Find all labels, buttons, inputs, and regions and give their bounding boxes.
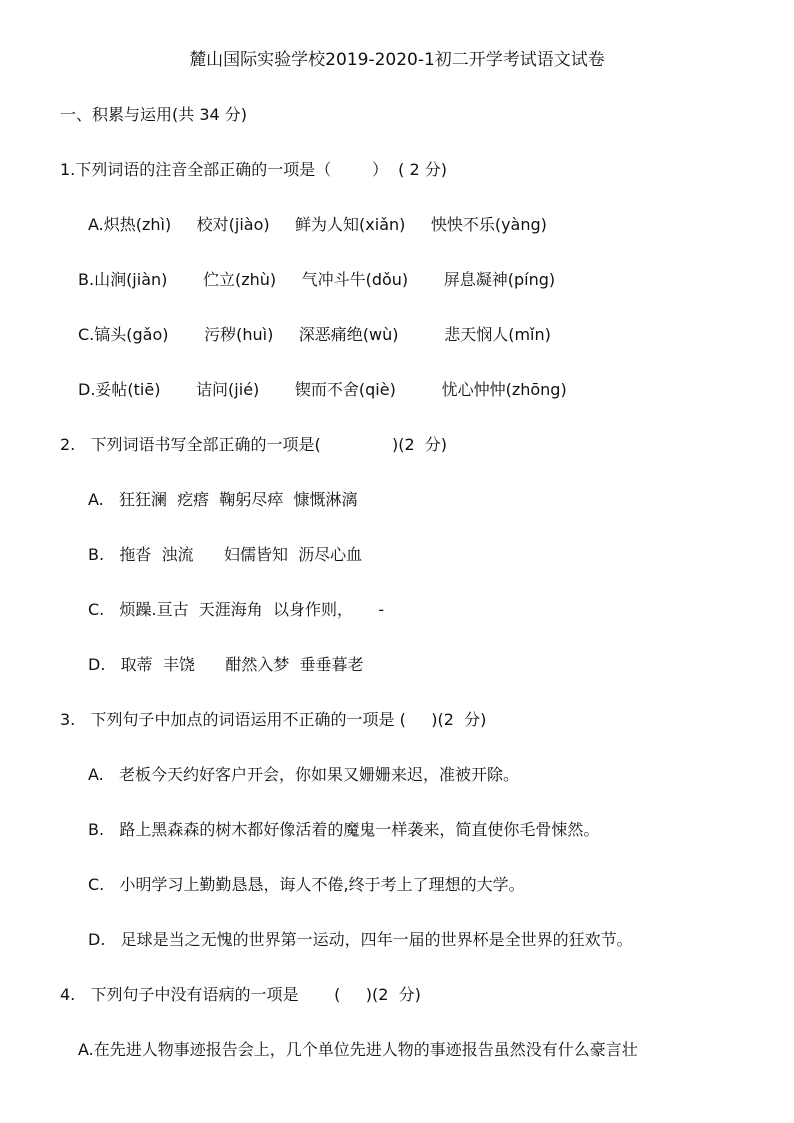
- question-4-stem: 4. 下列句子中没有语病的一项是 ( )(2 分): [60, 985, 421, 1004]
- question-3-option-b: B. 路上黑森森的树木都好像活着的魔鬼一样袭来，简直使你毛骨悚然。: [88, 820, 600, 839]
- question-2-option-d: D. 取蒂 丰饶 酣然入梦 垂垂暮老: [88, 655, 364, 674]
- question-1-option-a: A.炽热(zhì) 校对(jiào) 鲜为人知(xiǎn) 怏怏不乐(yàng): [88, 215, 547, 234]
- question-3-stem: 3. 下列句子中加点的词语运用不正确的一项是 ( )(2 分): [60, 710, 487, 729]
- exam-title: 麓山国际实验学校2019-2020-1初二开学考试语文试卷: [189, 50, 605, 70]
- question-1-option-b: B.山涧(jiàn) 伫立(zhù) 气冲斗牛(dǒu) 屏息凝神(píng): [78, 270, 556, 289]
- question-4-option-a: A.在先进人物事迹报告会上，几个单位先进人物的事迹报告虽然没有什么豪言壮: [78, 1040, 638, 1059]
- question-2-option-a: A. 狂狂澜 疙瘩 鞠躬尽瘁 慷慨淋漓: [88, 490, 358, 509]
- question-3-option-a: A. 老板今天约好客户开会，你如果又姗姗来迟，准被开除。: [88, 765, 520, 784]
- question-1-stem: 1.下列词语的注音全部正确的一项是（ ） ( 2 分): [60, 160, 447, 179]
- question-1-option-c: C.镐头(gǎo) 污秽(huì) 深恶痛绝(wù) 悲天悯人(mǐn): [78, 325, 551, 344]
- question-2-option-b: B. 拖沓 浊流 妇儒皆知 沥尽心血: [88, 545, 363, 564]
- question-3-option-c: C. 小明学习上勤勤恳恳，诲人不倦,终于考上了理想的大学。: [88, 875, 525, 894]
- question-3-option-d: D. 足球是当之无愧的世界第一运动，四年一届的世界杯是全世界的狂欢节。: [88, 930, 633, 949]
- question-2-option-c: C. 烦躁.亘古 天涯海角 以身作则， -: [88, 600, 385, 619]
- question-2-stem: 2. 下列词语书写全部正确的一项是( )(2 分): [60, 435, 448, 454]
- section-heading: 一、积累与运用(共 34 分): [60, 105, 248, 124]
- question-1-option-d: D.妥帖(tiē) 诘问(jié) 锲而不舍(qiè) 忧心忡忡(zhōng): [78, 380, 567, 399]
